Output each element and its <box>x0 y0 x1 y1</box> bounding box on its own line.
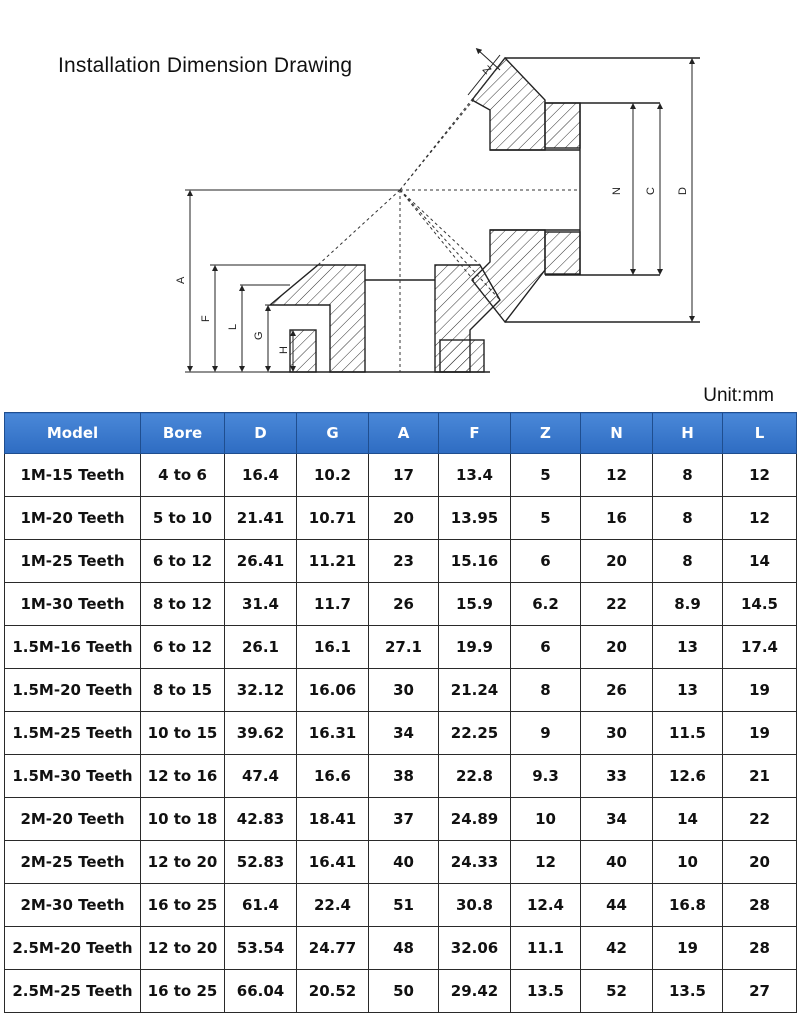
header-model: Model <box>5 413 141 454</box>
table-cell: 6.2 <box>511 583 581 626</box>
table-row <box>5 884 797 927</box>
table-cell: 16.4 <box>225 454 297 497</box>
table-cell: 52.83 <box>225 841 297 884</box>
label-f: F <box>200 315 212 322</box>
table-cell: 1M-20 Teeth <box>5 497 141 540</box>
table-cell: 17 <box>369 454 439 497</box>
table-cell: 32.06 <box>439 927 511 970</box>
table-cell: 16.06 <box>297 669 369 712</box>
table-cell: 19 <box>723 712 797 755</box>
table-cell: 21.24 <box>439 669 511 712</box>
table-cell: 16 to 25 <box>141 884 225 927</box>
table-cell: 37 <box>369 798 439 841</box>
table-cell: 51 <box>369 884 439 927</box>
table-cell: 16.8 <box>653 884 723 927</box>
table-body <box>5 454 797 1013</box>
table-cell: 10 <box>511 798 581 841</box>
table-cell: 2M-25 Teeth <box>5 841 141 884</box>
label-c: C <box>645 187 657 195</box>
table-cell: 19 <box>723 669 797 712</box>
table-cell: 24.33 <box>439 841 511 884</box>
table-cell: 22.4 <box>297 884 369 927</box>
table-cell: 6 to 12 <box>141 626 225 669</box>
table-cell: 10.71 <box>297 497 369 540</box>
table-cell: 20 <box>369 497 439 540</box>
header-bore: Bore <box>141 413 225 454</box>
table-cell: 20 <box>581 626 653 669</box>
table-cell: 12.6 <box>653 755 723 798</box>
table-cell: 26 <box>369 583 439 626</box>
table-cell: 1.5M-30 Teeth <box>5 755 141 798</box>
table-cell: 42 <box>581 927 653 970</box>
table-cell: 28 <box>723 927 797 970</box>
table-cell: 17.4 <box>723 626 797 669</box>
table-cell: 24.89 <box>439 798 511 841</box>
table-cell: 19 <box>653 927 723 970</box>
table-cell: 11.21 <box>297 540 369 583</box>
table-cell: 27 <box>723 970 797 1013</box>
table-cell: 34 <box>581 798 653 841</box>
table-cell: 16.1 <box>297 626 369 669</box>
unit-label: Unit:mm <box>703 385 774 406</box>
table-cell: 42.83 <box>225 798 297 841</box>
table-cell: 12 <box>723 497 797 540</box>
table-cell: 40 <box>369 841 439 884</box>
table-cell: 39.62 <box>225 712 297 755</box>
table-cell: 21.41 <box>225 497 297 540</box>
table-cell: 16.31 <box>297 712 369 755</box>
table-cell: 21 <box>723 755 797 798</box>
table-cell: 22 <box>581 583 653 626</box>
table-cell: 8 <box>653 454 723 497</box>
table-cell: 16 to 25 <box>141 970 225 1013</box>
table-cell: 24.77 <box>297 927 369 970</box>
label-d: D <box>677 187 689 195</box>
lower-gear-section <box>270 265 500 372</box>
table-cell: 18.41 <box>297 798 369 841</box>
table-cell: 13.5 <box>511 970 581 1013</box>
table-cell: 28 <box>723 884 797 927</box>
drawing-title: Installation Dimension Drawing <box>58 54 353 77</box>
table-cell: 11.5 <box>653 712 723 755</box>
table-cell: 9.3 <box>511 755 581 798</box>
table-cell: 12 <box>723 454 797 497</box>
table-cell: 20.52 <box>297 970 369 1013</box>
table-cell: 1.5M-20 Teeth <box>5 669 141 712</box>
table-cell: 8 <box>511 669 581 712</box>
table-cell: 9 <box>511 712 581 755</box>
table-cell: 30.8 <box>439 884 511 927</box>
table-cell: 10 <box>653 841 723 884</box>
header-a: A <box>369 413 439 454</box>
table-cell: 47.4 <box>225 755 297 798</box>
table-cell: 5 <box>511 497 581 540</box>
table-cell: 16.6 <box>297 755 369 798</box>
table-cell: 13 <box>653 626 723 669</box>
table-cell: 19.9 <box>439 626 511 669</box>
table-cell: 50 <box>369 970 439 1013</box>
table-cell: 15.9 <box>439 583 511 626</box>
table-cell: 29.42 <box>439 970 511 1013</box>
table-cell: 30 <box>369 669 439 712</box>
table-cell: 32.12 <box>225 669 297 712</box>
header-g: G <box>297 413 369 454</box>
table-cell: 6 <box>511 540 581 583</box>
header-h: H <box>653 413 723 454</box>
table-cell: 22 <box>723 798 797 841</box>
table-cell: 13 <box>653 669 723 712</box>
table-cell: 12 to 16 <box>141 755 225 798</box>
upper-gear-section <box>472 58 700 322</box>
table-header-row <box>5 413 797 454</box>
table-cell: 12 to 20 <box>141 841 225 884</box>
bevel-gear-dimension-drawing <box>0 30 800 390</box>
table-cell: 5 to 10 <box>141 497 225 540</box>
table-cell: 16 <box>581 497 653 540</box>
table-cell: 8 <box>653 540 723 583</box>
table-cell: 31.4 <box>225 583 297 626</box>
table-cell: 61.4 <box>225 884 297 927</box>
table-cell: 14 <box>653 798 723 841</box>
table-cell: 22.25 <box>439 712 511 755</box>
table-cell: 1M-15 Teeth <box>5 454 141 497</box>
table-cell: 8 to 12 <box>141 583 225 626</box>
table-cell: 6 to 12 <box>141 540 225 583</box>
table-row <box>5 927 797 970</box>
table-cell: 2M-30 Teeth <box>5 884 141 927</box>
label-z: Z <box>479 63 494 77</box>
table-cell: 34 <box>369 712 439 755</box>
table-cell: 10.2 <box>297 454 369 497</box>
table-cell: 15.16 <box>439 540 511 583</box>
label-n: N <box>611 187 623 195</box>
table-row <box>5 583 797 626</box>
table-row <box>5 712 797 755</box>
header-d: D <box>225 413 297 454</box>
table-cell: 23 <box>369 540 439 583</box>
table-row <box>5 798 797 841</box>
table-cell: 2.5M-25 Teeth <box>5 970 141 1013</box>
gear-spec-table <box>4 412 797 1013</box>
header-n: N <box>581 413 653 454</box>
table-cell: 13.95 <box>439 497 511 540</box>
table-cell: 27.1 <box>369 626 439 669</box>
table-cell: 26.41 <box>225 540 297 583</box>
table-cell: 11.1 <box>511 927 581 970</box>
label-l: L <box>227 323 239 330</box>
table-cell: 22.8 <box>439 755 511 798</box>
label-h: H <box>278 346 290 354</box>
header-f: F <box>439 413 511 454</box>
table-cell: 6 <box>511 626 581 669</box>
table-cell: 12.4 <box>511 884 581 927</box>
table-cell: 38 <box>369 755 439 798</box>
table-cell: 14 <box>723 540 797 583</box>
table-cell: 40 <box>581 841 653 884</box>
table-cell: 44 <box>581 884 653 927</box>
table-cell: 20 <box>581 540 653 583</box>
table-cell: 66.04 <box>225 970 297 1013</box>
table-row <box>5 970 797 1013</box>
table-cell: 26 <box>581 669 653 712</box>
table-cell: 4 to 6 <box>141 454 225 497</box>
table-cell: 33 <box>581 755 653 798</box>
table-cell: 14.5 <box>723 583 797 626</box>
table-cell: 1.5M-25 Teeth <box>5 712 141 755</box>
table-cell: 12 to 20 <box>141 927 225 970</box>
table-cell: 53.54 <box>225 927 297 970</box>
header-z: Z <box>511 413 581 454</box>
table-row <box>5 497 797 540</box>
table-row <box>5 540 797 583</box>
table-cell: 13.5 <box>653 970 723 1013</box>
table-cell: 30 <box>581 712 653 755</box>
table-cell: 10 to 15 <box>141 712 225 755</box>
table-cell: 8 <box>653 497 723 540</box>
table-cell: 1M-25 Teeth <box>5 540 141 583</box>
table-row <box>5 669 797 712</box>
table-cell: 12 <box>581 454 653 497</box>
table-cell: 2M-20 Teeth <box>5 798 141 841</box>
table-cell: 26.1 <box>225 626 297 669</box>
table-row <box>5 454 797 497</box>
table-row <box>5 626 797 669</box>
table-cell: 48 <box>369 927 439 970</box>
table-cell: 2.5M-20 Teeth <box>5 927 141 970</box>
label-a: A <box>175 276 187 284</box>
table-cell: 10 to 18 <box>141 798 225 841</box>
table-cell: 12 <box>511 841 581 884</box>
table-cell: 5 <box>511 454 581 497</box>
table-cell: 13.4 <box>439 454 511 497</box>
table-cell: 52 <box>581 970 653 1013</box>
header-l: L <box>723 413 797 454</box>
label-g: G <box>253 331 265 340</box>
table-cell: 1M-30 Teeth <box>5 583 141 626</box>
table-cell: 8.9 <box>653 583 723 626</box>
table-cell: 16.41 <box>297 841 369 884</box>
table-row <box>5 755 797 798</box>
table-cell: 20 <box>723 841 797 884</box>
table-cell: 11.7 <box>297 583 369 626</box>
table-cell: 1.5M-16 Teeth <box>5 626 141 669</box>
table-cell: 8 to 15 <box>141 669 225 712</box>
table-row <box>5 841 797 884</box>
